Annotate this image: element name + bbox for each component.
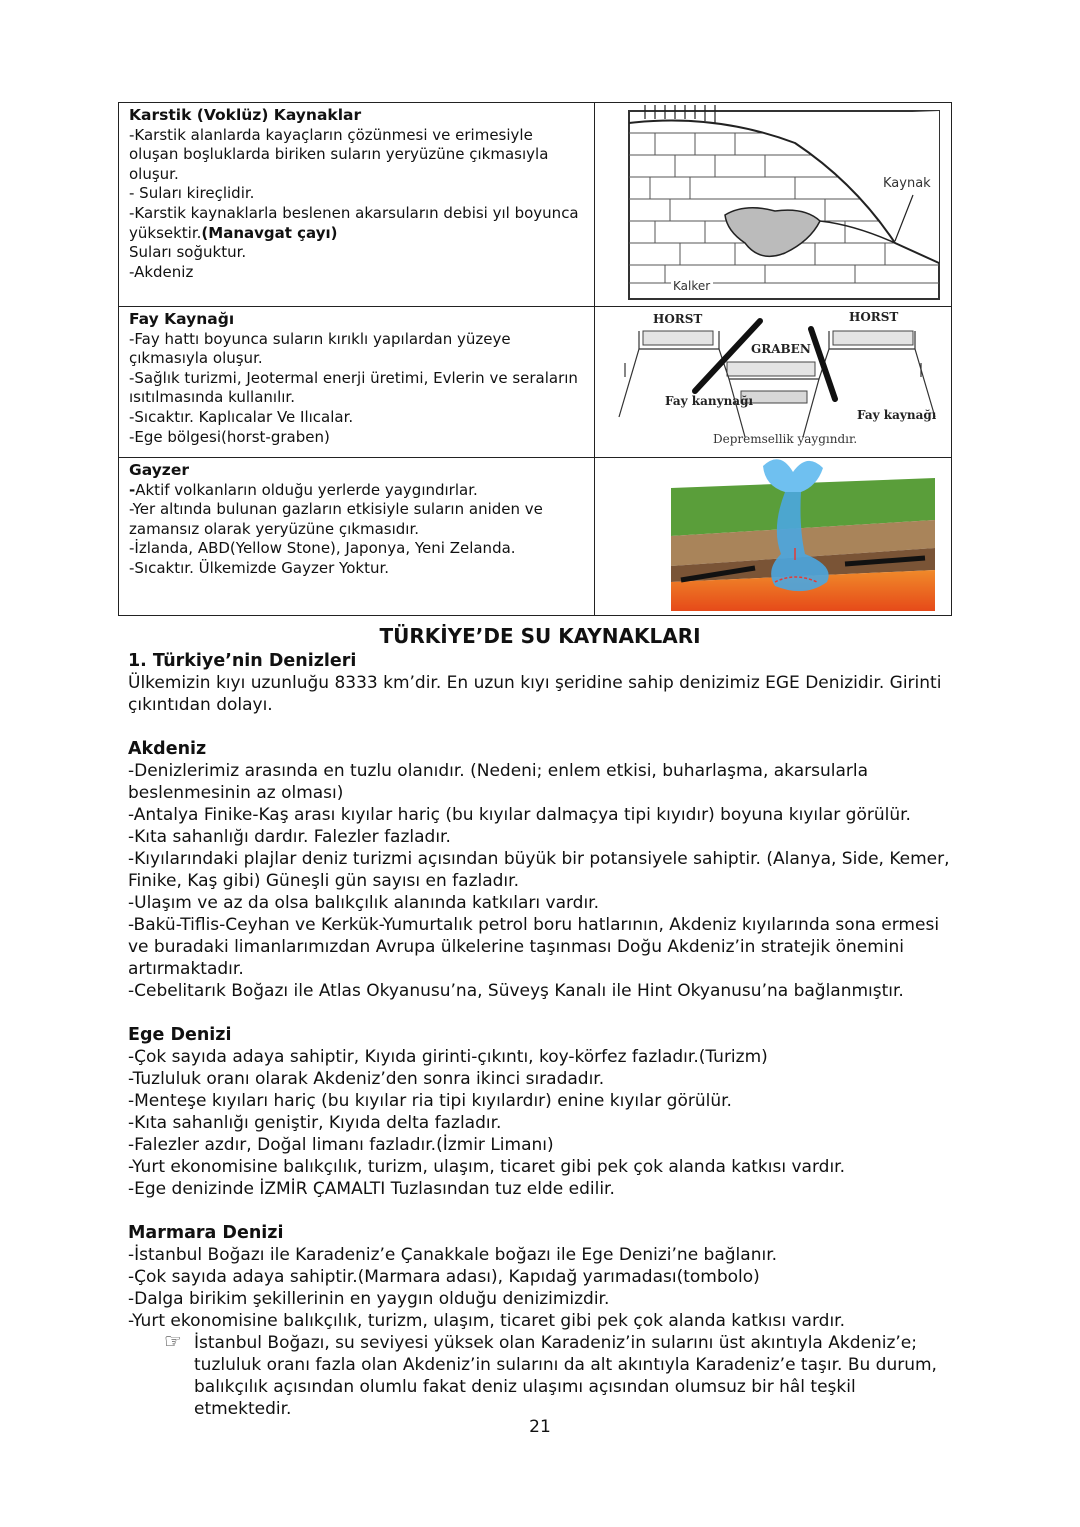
marmara-line: -Dalga birikim şekillerinin en yaygın olduğu denizimizdir.: [128, 1289, 610, 1309]
fay-diagram-cell: [595, 307, 952, 458]
fay-right-label: Fay kaynağı: [857, 408, 937, 422]
karstik-line: -Karstik alanlarda kayaçların çözünmesi ve erimesiyle oluşan boşluklarda biriken suların yeryüzüne çıkmasıyla oluşur.: [129, 125, 549, 183]
horst-left-label: HORST: [653, 312, 703, 326]
bosphorus-note: [164, 1329, 958, 1420]
akdeniz-line: -Cebelitarık Boğazı ile Atlas Okyanusu’na, Süveyş Kanalı ile Hint Okyanusu’na bağlanmıştır.: [128, 981, 904, 1001]
gayzer-line: Aktif volkanların olduğu yerlerde yaygındırlar.: [135, 480, 478, 499]
water-source-table: [118, 102, 952, 616]
marmara-line: -Çok sayıda adaya sahiptir.(Marmara adası), Kapıdağ yarımadası(tombolo): [128, 1267, 760, 1287]
marmara-heading: Marmara Denizi: [128, 1223, 284, 1243]
gayzer-diagram-cell: [595, 458, 952, 616]
karstik-line: -Karstik kaynaklarla beslenen akarsuların debisi yıl boyunca yüksektir.: [129, 203, 579, 242]
akdeniz-line: -Bakü-Tiflis-Ceyhan ve Kerkük-Yumurtalık petrol boru hatlarının, Akdeniz kıyılarında sona ermesi ve buradaki limanlarımızdan Avrupa ülkelerine taşınması Doğu Akdeniz’in stratejik önemini artırmaktadır.: [128, 915, 940, 979]
gayzer-text-cell: Gayzer -Aktif volkanların olduğu yerlerde yaygındırlar. -Yer altında bulunan gazların etkisiyle suların aniden ve zamansız olarak yeryüzüne çıkmasıdır. -İzlanda, ABD(Yellow Stone), Japonya, Yeni Zelanda. -Sıcaktır. Ülkemizde Gayzer Yoktur.: [119, 458, 595, 616]
karstik-line: - Suları kireçlidir.: [129, 184, 255, 203]
akdeniz-heading: Akdeniz: [128, 739, 207, 759]
graben-label: GRABEN: [751, 342, 811, 356]
horst-right-label: HORST: [849, 310, 899, 324]
ege-line: -Ege denizinde İZMİR ÇAMALTI Tuzlasından tuz elde edilir.: [128, 1179, 615, 1199]
fay-line: -Ege bölgesi(horst-graben): [129, 427, 330, 446]
subsection-heading: 1. Türkiye’nin Denizleri: [128, 651, 357, 671]
pointing-hand-icon: ☞: [164, 1329, 182, 1353]
geyser-illustration: [595, 458, 951, 611]
seas-content: [128, 650, 958, 1420]
akdeniz-line: -Antalya Finike-Kaş arası kıyılar hariç (bu kıyılar dalmaçya tipi kıyıdır) boyuna kıyılar görülür.: [128, 805, 911, 825]
depremsellik-caption: Depremsellik yaygındır.: [713, 432, 858, 446]
kalker-label: Kalker: [673, 279, 711, 293]
fay-line: -Fay hattı boyunca suların kırıklı yapılardan yüzeye çıkmasıyla oluşur.: [129, 329, 511, 368]
karstik-line: -Akdeniz: [129, 262, 194, 281]
akdeniz-line: -Ulaşım ve az da olsa balıkçılık alanında katkıları vardır.: [128, 893, 600, 913]
gayzer-heading: Gayzer: [129, 461, 189, 479]
section-title: TÜRKİYE’DE SU KAYNAKLARI: [379, 624, 701, 648]
marmara-line: -İstanbul Boğazı ile Karadeniz’e Çanakkale boğazı ile Ege Denizi’ne bağlanır.: [128, 1245, 778, 1265]
gayzer-line: -İzlanda, ABD(Yellow Stone), Japonya, Yeni Zelanda.: [129, 539, 516, 558]
ege-line: -Menteşe kıyıları hariç (bu kıyılar ria tipi kıyılardır) enine kıyılar görülür.: [128, 1091, 732, 1111]
intro-paragraph: Ülkemizin kıyı uzunluğu 8333 km’dir. En uzun kıyı şeridine sahip denizimiz EGE Denizidir. Girinti çıkıntıdan dolayı.: [128, 673, 942, 715]
horst-graben-diagram: [595, 307, 951, 453]
karstik-diagram-cell: [595, 103, 952, 307]
akdeniz-line: -Denizlerimiz arasında en tuzlu olanıdır. (Nedeni; enlem etkisi, buharlaşma, akarsularla beslenmesinin az olması): [128, 761, 869, 803]
akdeniz-line: -Kıta sahanlığı dardır. Falezler fazladır.: [128, 827, 451, 847]
karstik-heading: Karstik (Voklüz) Kaynaklar: [129, 106, 362, 124]
karstik-diagram: [595, 103, 951, 302]
manavgat-bold: (Manavgat çayı): [201, 223, 338, 242]
gayzer-line: -Sıcaktır. Ülkemizde Gayzer Yoktur.: [129, 558, 390, 577]
marmara-line: -Yurt ekonomisine balıkçılık, turizm, ulaşım, ticaret gibi pek çok alanda katkısı vardır.: [128, 1311, 845, 1331]
fay-heading: Fay Kaynağı: [129, 310, 235, 328]
ege-line: -Tuzluluk oranı olarak Akdeniz’den sonra ikinci sıradadır.: [128, 1069, 605, 1089]
bosphorus-note-text: İstanbul Boğazı, su seviyesi yüksek olan Karadeniz’in sularını üst akıntıyla Akdeniz’e; tuzluluk oranı fazla olan Akdeniz’in sularını da alt akıntıyla Karadeniz’e taşır. Bu durum, balıkçılık açısından olumlu fakat deniz ulaşımı açısından olumsuz bir hâl teşkil etmektedir.: [194, 1333, 937, 1419]
akdeniz-line: -Kıyılarındaki plajlar deniz turizmi açısından büyük bir potansiyele sahiptir. (Alanya, Side, Kemer, Finike, Kaş gibi) Güneşli gün sayısı en fazladır.: [128, 849, 950, 891]
ege-line: -Yurt ekonomisine balıkçılık, turizm, ulaşım, ticaret gibi pek çok alanda katkısı vardır.: [128, 1157, 845, 1177]
ege-line: -Çok sayıda adaya sahiptir, Kıyıda girinti-çıkıntı, koy-körfez fazladır.(Turizm): [128, 1047, 768, 1067]
fay-left-label: Fay kanynağı: [665, 394, 754, 408]
kaynak-label: Kaynak: [883, 176, 931, 191]
gayzer-line: -Yer altında bulunan gazların etkisiyle suların aniden ve zamansız olarak yeryüzüne çıkmasıdır.: [129, 500, 543, 538]
karstik-text-cell: [119, 103, 595, 307]
karstik-line: Suları soğuktur.: [129, 243, 247, 262]
ege-line: -Kıta sahanlığı geniştir, Kıyıda delta fazladır.: [128, 1113, 502, 1133]
fay-line: -Sıcaktır. Kaplıcalar Ve Ilıcalar.: [129, 407, 354, 426]
ege-line: -Falezler azdır, Doğal limanı fazladır.(İzmir Limanı): [128, 1135, 554, 1155]
page-number: 21: [529, 1417, 551, 1437]
ege-heading: Ege Denizi: [128, 1025, 232, 1045]
fay-line: -Sağlık turizmi, Jeotermal enerji üretimi, Evlerin ve seraların ısıtılmasında kullanılır.: [129, 368, 578, 407]
fay-text-cell: [119, 307, 595, 458]
